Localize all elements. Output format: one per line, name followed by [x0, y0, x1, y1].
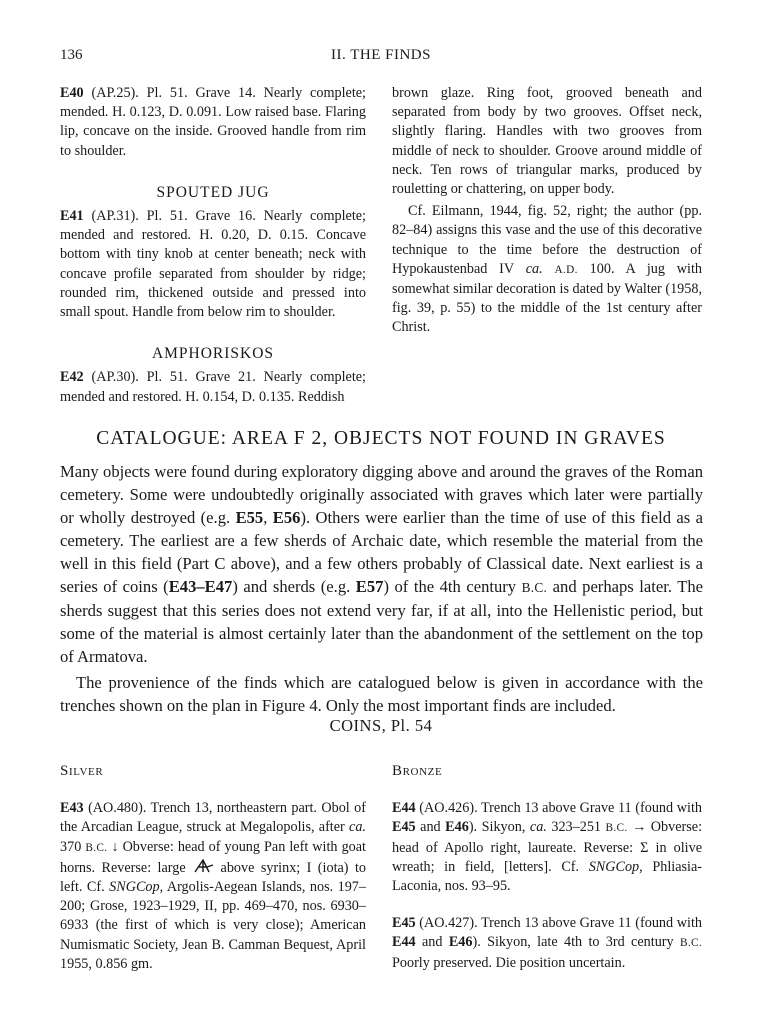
cross-reference: E55: [235, 508, 264, 527]
cross-reference: E45: [392, 819, 416, 836]
bronze-label: Bronze: [392, 763, 443, 779]
amphoriskos-heading: AMPHORISKOS: [151, 345, 275, 363]
entry-e45: E45 (AO.427). Trench 13 above Grave 11 (found with E44 and E46). Sikyon, late 4th to 3rd century B.C. Poorly preserved. Die position uncertain.: [392, 915, 702, 971]
cross-reference: E56: [272, 508, 301, 527]
entry-id: E45: [392, 915, 416, 932]
entry-id: E43: [60, 800, 84, 817]
entry-e42-continuation: brown glaze. Ring foot, grooved beneath and separated from body by two grooves. Offset neck, slightly flaring. Handles with two grooves from middle of neck to shoulder. Groove around middle of neck. Ten rows of triangular marks, produced by rouletting or chattering, on upper body.: [392, 85, 702, 198]
cross-reference: E43–E47: [168, 577, 233, 596]
entry-text: (AP.31). Pl. 51. Grave 16. Nearly complete; mended and restored. H. 0.20, D. 0.15. Concave bottom with tiny knob at center beneath; neck with concave profile separated from shoulder by ridge; rounded rim, thickened outside and pressed into small spout. Handle from below rim to shoulder.: [60, 208, 366, 321]
running-head: II. THE FINDS: [331, 47, 431, 63]
intro-paragraph-2: The provenience of the finds which are catalogued below is given in accordance with the trenches shown on the plan in Figure 4. Only the most important finds are included.: [60, 673, 703, 715]
entry-id: E44: [392, 800, 416, 817]
entry-e43: E43 (AO.480). Trench 13, northeastern part. Obol of the Arcadian League, struck at Megalopolis, after ca. 370 B.C. ↓ Obverse: head of young Pan left with goat horns. Reverse: large above syrinx; I (iota) to left. Cf. SNGCop, Argolis-Aegean Islands, nos. 197–200; Grose, 1923–1929, II, pp. 469–470, nos. 6930–6933 (the first of which is very close); American Numismatic Society, Jean B. Camman Bequest, April 1955, 0.856 gm.: [60, 800, 366, 972]
catalogue-intro: [60, 460, 703, 717]
right-column: [392, 84, 702, 338]
entry-text: (AP.30). Pl. 51. Grave 21. Nearly complete; mended and restored. H. 0.154, D. 0.135. Reddish: [60, 369, 366, 405]
entry-id: E41: [60, 208, 84, 225]
left-column: [60, 84, 366, 407]
entry-e42: [60, 368, 366, 406]
page-number: 136: [60, 47, 83, 63]
cross-reference: E57: [355, 577, 384, 596]
cross-reference: E46: [445, 819, 469, 836]
silver-column: [60, 762, 366, 974]
entry-id: E42: [60, 369, 84, 386]
spouted-jug-heading: SPOUTED JUG: [156, 183, 270, 201]
cross-reference: E46: [448, 934, 473, 951]
entry-id: E40: [60, 85, 84, 101]
silver-label: Silver: [60, 763, 104, 779]
entry-e42-comparanda: Cf. Eilmann, 1944, fig. 52, right; the author (pp. 82–84) assigns this vase and the use of this decorative technique to the time before the destruction of Hypokaustenbad IV ca. A.D. 100. A jug with somewhat similar decoration is dated by Walter (1958, fig. 39, p. 55) to the middle of the 1st century after Christ.: [392, 203, 703, 336]
catalogue-title: CATALOGUE: AREA F 2, OBJECTS NOT FOUND IN GRAVES: [96, 428, 666, 449]
entry-e40: [60, 84, 366, 161]
entry-text: (AP.25). Pl. 51. Grave 14. Nearly complete; mended. H. 0.123, D. 0.091. Low raised base. Flaring lip, concave on the inside. Grooved handle from rim to shoulder.: [60, 85, 366, 159]
arcadian-monogram-icon: [192, 858, 214, 874]
entry-e44: E44 (AO.426). Trench 13 above Grave 11 (found with E45 and E46). Sikyon, ca. 323–251 B.C. → Obverse: head of Apollo right, laureate. Reverse: Σ in olive wreath; in field, [letters]. Cf. SNGCop, Phliasia-Laconia, nos. 93–95.: [392, 800, 703, 895]
coins-heading: COINS, Pl. 54: [329, 716, 433, 735]
bronze-column: [392, 762, 702, 973]
entry-e41: [60, 207, 366, 322]
cross-reference: E44: [392, 934, 416, 951]
intro-paragraph-1: Many objects were found during exploratory digging above and around the graves of the Roman cemetery. Some were undoubtedly originally associated with graves which later were partially or wholly destroyed (e.g. E55, E56). Others were earlier than the time of use of this field as a cemetery. The earliest are a few sherds of Archaic date, which resemble the material from the well in this field (Part C above), and a few others probably of Classical date. Next earliest is a series of coins (E43–E47) and sherds (e.g. E57) of the 4th century B.C. and perhaps later. The sherds suggest that this series does not extend very far, if at all, into the Hellenistic period, but some of the material is almost certainly later than the abandonment of the settlement on the top of Armatova.: [60, 462, 703, 666]
